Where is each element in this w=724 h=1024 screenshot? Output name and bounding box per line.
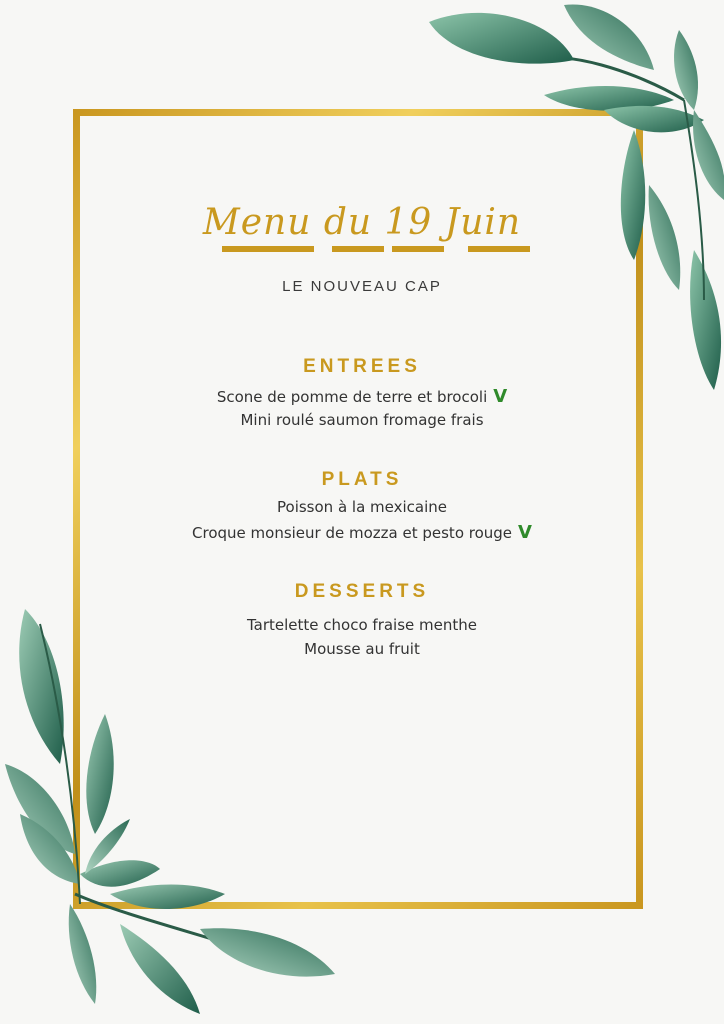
section-title-desserts: DESSERTS [294, 581, 430, 602]
title-underline-4 [468, 246, 530, 252]
dish-item [0, 522, 724, 543]
dish-name: Poisson à la mexicaine [277, 498, 447, 516]
leaves-bottom-left-decoration [0, 604, 340, 1024]
menu-title: Menu du 19 Juin [202, 202, 522, 243]
leaves-top-right-decoration [384, 0, 724, 400]
dish-item [0, 616, 724, 634]
dish-name: Mousse au fruit [304, 640, 420, 658]
dish-item [0, 411, 724, 429]
title-underline-3 [392, 246, 444, 252]
section-title-plats: PLATS [321, 469, 403, 490]
title-underline-2 [332, 246, 384, 252]
section-title-entrees: ENTREES [303, 356, 421, 377]
dish-name: Tartelette choco fraise menthe [246, 616, 477, 634]
dish-item [0, 386, 724, 407]
restaurant-name: LE NOUVEAU CAP [282, 278, 442, 295]
dish-name: Scone de pomme de terre et brocoli [216, 388, 488, 406]
dish-name: Mini roulé saumon fromage frais [240, 411, 484, 429]
leaf-check-icon: V [518, 522, 532, 543]
dish-item [0, 498, 724, 516]
dish-item [0, 640, 724, 658]
title-underline-1 [222, 246, 314, 252]
dish-name: Croque monsieur de mozza et pesto rouge [192, 524, 513, 542]
leaf-check-icon: V [493, 386, 508, 407]
